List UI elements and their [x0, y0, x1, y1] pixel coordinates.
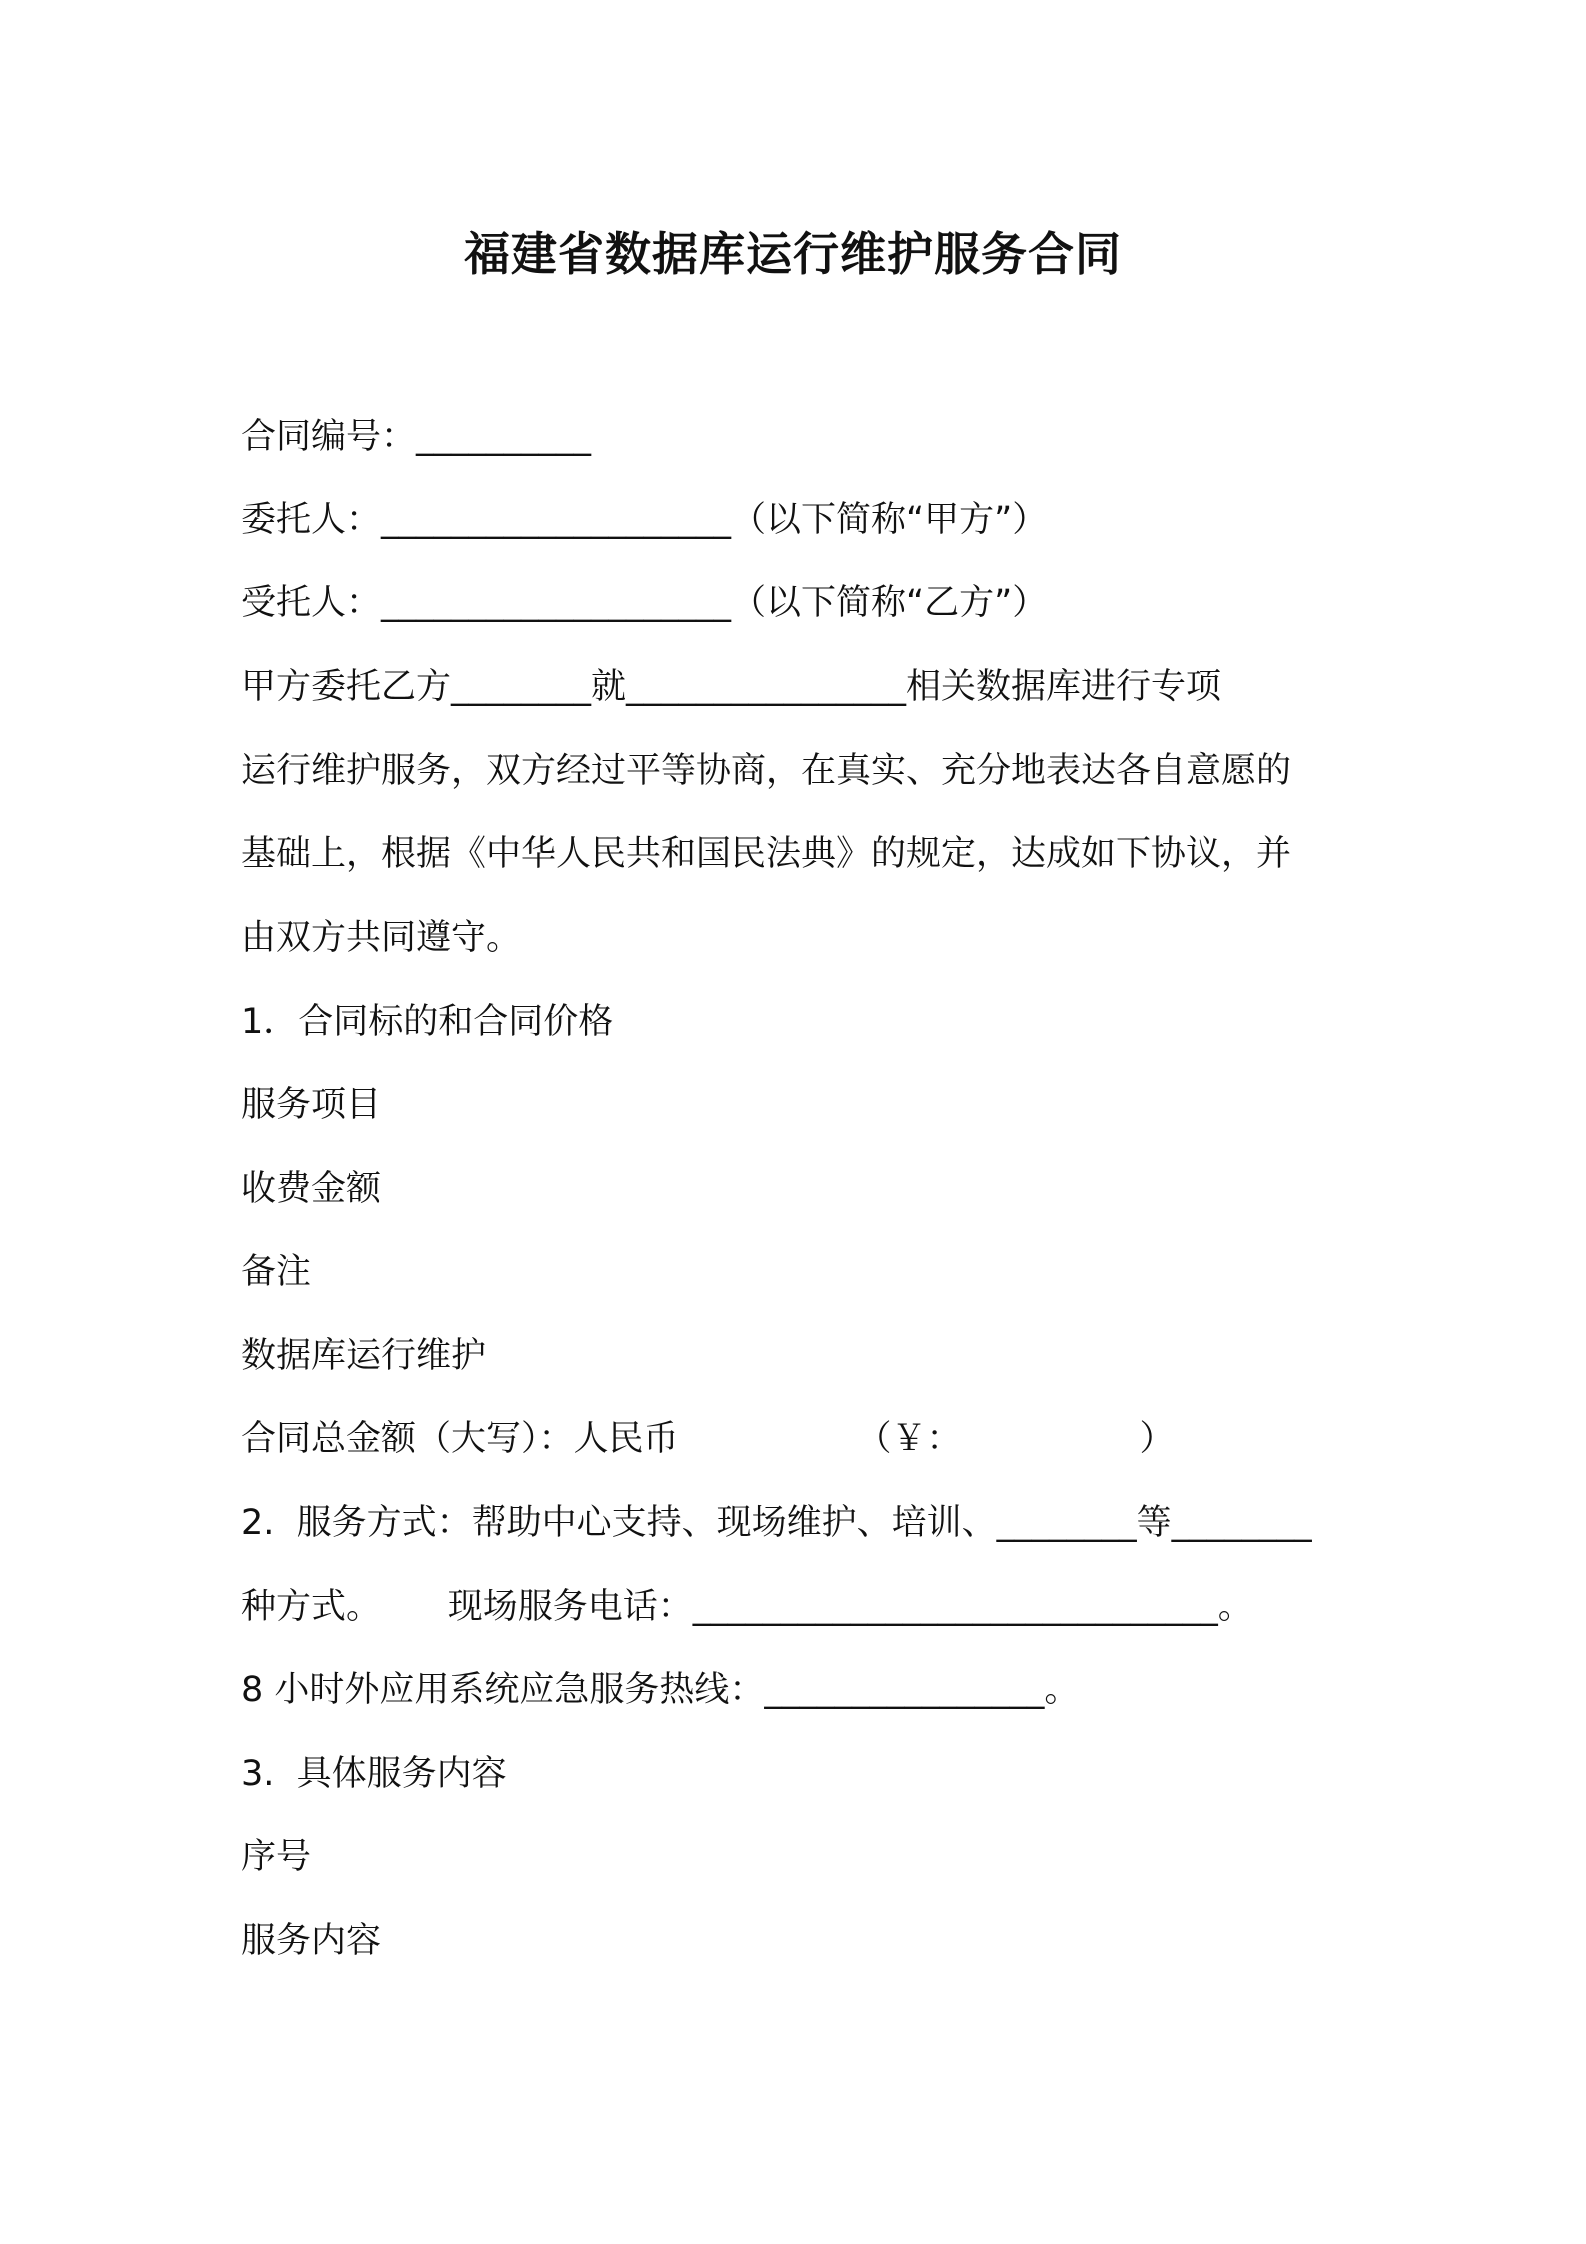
preamble-line-2: 运行维护服务，双方经过平等协商，在真实、充分地表达各自意愿的	[241, 751, 1292, 791]
client-line: 委托人：____________________（以下简称“甲方”）	[241, 500, 1048, 540]
section-3-heading: 3. 具体服务内容	[241, 1754, 507, 1794]
contract-number-line: 合同编号：__________	[241, 417, 592, 457]
preamble-line-3: 基础上，根据《中华人民共和国民法典》的规定，达成如下协议，并	[241, 834, 1292, 874]
preamble-line-4: 由双方共同遵守。	[241, 918, 522, 958]
section-1-heading: 1．合同标的和合同价格	[241, 1002, 614, 1042]
table-header-service-item: 服务项目	[241, 1085, 382, 1125]
contractor-line: 受托人：____________________（以下简称“乙方”）	[241, 583, 1048, 623]
section-2-line-2: 种方式。 现场服务电话：______________________________。	[241, 1587, 1253, 1627]
table-header-fee-amount: 收费金额	[241, 1169, 382, 1209]
table-header-remarks: 备注	[241, 1252, 312, 1292]
table-row-db-maintenance: 数据库运行维护	[241, 1336, 487, 1376]
preamble-line-1: 甲方委托乙方________就________________相关数据库进行专项	[241, 667, 1222, 707]
document-title: 福建省数据库运行维护服务合同	[464, 227, 1122, 281]
table-header-service-content: 服务内容	[241, 1921, 382, 1961]
section-2-line-1: 2. 服务方式：帮助中心支持、现场维护、培训、________等________	[241, 1503, 1312, 1543]
table-header-serial-number: 序号	[241, 1837, 312, 1877]
emergency-hotline-line: 8 小时外应用系统应急服务热线：________________。	[241, 1670, 1080, 1710]
total-amount-line: 合同总金额（大写）：人民币 （￥： ）	[241, 1419, 1175, 1459]
